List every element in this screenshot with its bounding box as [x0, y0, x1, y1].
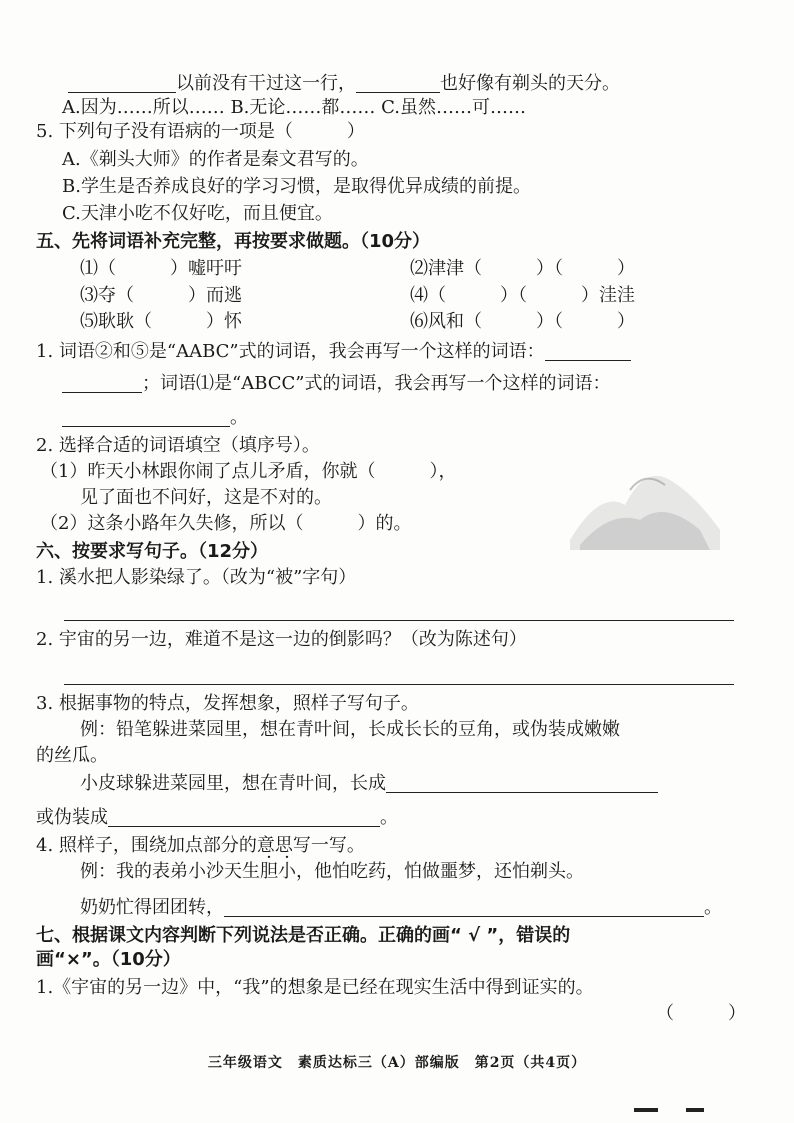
- section-5-title: 五、先将词语补充完整，再按要求做题。（10分）: [36, 231, 431, 252]
- sec5-q2-stem: 2. 选择合适的词语填空（填序号）。: [36, 435, 320, 456]
- answer-blank[interactable]: [108, 808, 380, 827]
- q4-options: A.因为……所以…… B.无论……都…… C.虽然……可……: [62, 97, 526, 118]
- judgement-paren[interactable]: （ ）: [656, 1003, 746, 1024]
- sec6-q3-fill2: 或伪装成 。: [36, 807, 398, 828]
- corner-mark: [686, 1108, 704, 1112]
- corner-mark: [634, 1108, 658, 1112]
- word-item-5: ⑸耿耿（ ）怀: [80, 311, 242, 332]
- sec6-q3-example-a: 例：铅笔躲进菜园里，想在青叶间，长成长长的豆角，或伪装成嫩嫩: [80, 719, 620, 740]
- sec6-q4-fill: 奶奶忙得团团转， 。: [80, 897, 722, 918]
- word-item-2: ⑵津津（ ）（ ）: [410, 258, 635, 279]
- answer-line[interactable]: [64, 684, 734, 685]
- q5-option-b: B.学生是否养成良好的学习习惯，是取得优异成绩的前提。: [62, 176, 531, 197]
- q5-option-c: C.天津小吃不仅好吃，而且便宜。: [62, 203, 333, 224]
- sec5-q1-line3: 。: [62, 406, 248, 430]
- section-7-title-b: 画“×”。（10分）: [36, 949, 181, 970]
- page-footer: 三年级语文 素质达标三（A）部编版 第2页（共4页）: [207, 1055, 587, 1071]
- sec6-q3-example-b: 的丝瓜。: [36, 745, 108, 766]
- word-item-4: ⑷（ ）（ ）洼洼: [410, 285, 635, 306]
- q4-sentence: 以前没有干过这一行， 也好像有剃头的天分。: [68, 72, 620, 96]
- sec6-q3-fill: 小皮球躲进菜园里，想在青叶间，长成: [80, 772, 658, 796]
- word-item-6: ⑹风和（ ）（ ）: [410, 311, 635, 332]
- sec6-q4-example: 例：我的表弟小沙天生胆小，他怕吃药，怕做噩梦，还怕剃头。: [80, 861, 584, 882]
- sec6-q1: 1. 溪水把人影染绿了。（改为“被”字句）: [36, 567, 357, 588]
- sec5-q2-1b: 见了面也不问好，这是不对的。: [80, 487, 332, 508]
- sec6-q3: 3. 根据事物的特点，发挥想象，照样子写句子。: [36, 693, 419, 714]
- emphasis-char: 胆: [260, 861, 278, 882]
- word-item-3: ⑶夺（ ）而逃: [80, 285, 242, 306]
- sec6-q4: 4. 照样子，围绕加点部分的意思写一写。: [36, 835, 365, 856]
- answer-line[interactable]: [64, 620, 734, 621]
- sec7-q1: 1.《宇宙的另一边》中，“我”的想象是已经在现实生活中得到证实的。: [36, 977, 594, 998]
- sec5-q2-1a: （1）昨天小林跟你闹了点儿矛盾，你就（ ），: [40, 461, 457, 482]
- q5-stem: 5. 下列句子没有语病的一项是（ ）: [36, 121, 365, 142]
- answer-blank[interactable]: [62, 374, 142, 393]
- answer-blank[interactable]: [386, 774, 658, 793]
- mountain-illustration: [570, 460, 720, 550]
- sec5-q1-line1: 1. 词语②和⑤是“AABC”式的词语，我会再写一个这样的词语：: [36, 340, 631, 364]
- sec5-q1-line2: ；词语⑴是“ABCC”式的词语，我会再写一个这样的词语：: [62, 372, 611, 396]
- answer-blank[interactable]: [62, 408, 230, 427]
- answer-blank[interactable]: [356, 74, 440, 93]
- answer-blank[interactable]: [545, 342, 631, 361]
- answer-blank[interactable]: [68, 74, 176, 93]
- section-6-title: 六、按要求写句子。（12分）: [36, 541, 269, 562]
- word-item-1: ⑴（ ）嘘吁吁: [80, 258, 242, 279]
- sec5-q2-2: （2）这条小路年久失修，所以（ ）的。: [40, 513, 412, 534]
- emphasis-char: 小: [278, 861, 296, 882]
- sec6-q2: 2. 宇宙的另一边，难道不是这一边的倒影吗？（改为陈述句）: [36, 629, 527, 650]
- answer-blank[interactable]: [224, 898, 704, 917]
- section-7-title-a: 七、根据课文内容判断下列说法是否正确。正确的画“ √ ”，错误的: [36, 925, 571, 946]
- q5-option-a: A.《剃头大师》的作者是秦文君写的。: [62, 149, 369, 170]
